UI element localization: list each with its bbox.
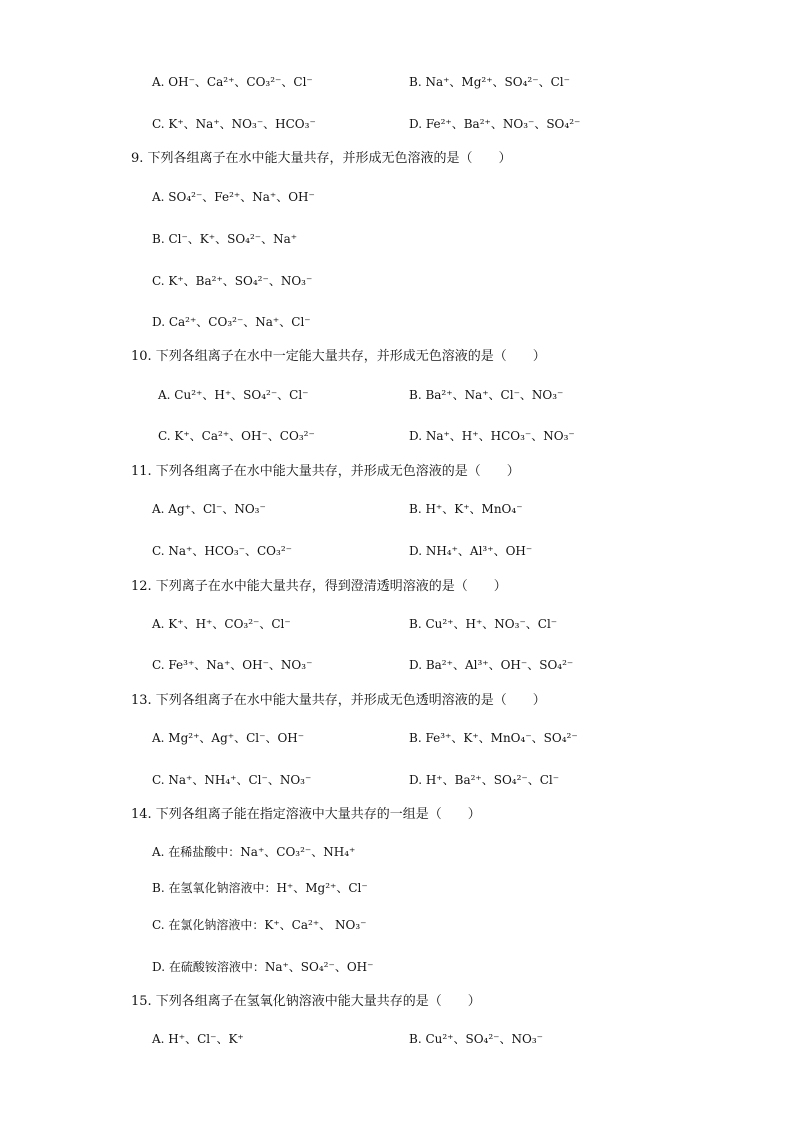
question-9-stem: 9. 下列各组离子在水中能大量共存，并形成无色溶液的是（ ） [131, 151, 512, 166]
option-a-q8: A. OH⁻、Ca²⁺、CO₃²⁻、Cl⁻ [152, 75, 313, 89]
q13-option-c: C. Na⁺、NH₄⁺、Cl⁻、NO₃⁻ [152, 773, 312, 787]
q9-option-a: A. SO₄²⁻、Fe²⁺、Na⁺、OH⁻ [152, 190, 315, 204]
q9-option-d: D. Ca²⁺、CO₃²⁻、Na⁺、Cl⁻ [152, 315, 311, 329]
q11-option-b: B. H⁺、K⁺、MnO₄⁻ [409, 502, 523, 516]
q12-option-b: B. Cu²⁺、H⁺、NO₃⁻、Cl⁻ [409, 617, 558, 631]
q10-option-c: C. K⁺、Ca²⁺、OH⁻、CO₃²⁻ [158, 429, 315, 443]
q11-option-d: D. NH₄⁺、Al³⁺、OH⁻ [409, 544, 533, 558]
q10-option-b: B. Ba²⁺、Na⁺、Cl⁻、NO₃⁻ [409, 388, 564, 402]
q14-option-a: A. 在稀盐酸中：Na⁺、CO₃²⁻、NH₄⁺ [152, 845, 356, 859]
option-b-q8: B. Na⁺、Mg²⁺、SO₄²⁻、Cl⁻ [409, 75, 570, 89]
option-d-q8: D. Fe²⁺、Ba²⁺、NO₃⁻、SO₄²⁻ [409, 117, 581, 131]
q11-option-a: A. Ag⁺、Cl⁻、NO₃⁻ [152, 502, 266, 516]
q12-option-d: D. Ba²⁺、Al³⁺、OH⁻、SO₄²⁻ [409, 658, 574, 672]
option-c-q8: C. K⁺、Na⁺、NO₃⁻、HCO₃⁻ [152, 117, 316, 131]
q15-option-a: A. H⁺、Cl⁻、K⁺ [152, 1032, 244, 1046]
question-15-stem: 15. 下列各组离子在氢氧化钠溶液中能大量共存的是（ ） [131, 994, 481, 1009]
q13-option-d: D. H⁺、Ba²⁺、SO₄²⁻、Cl⁻ [409, 773, 560, 787]
q9-option-b: B. Cl⁻、K⁺、SO₄²⁻、Na⁺ [152, 232, 298, 246]
q12-option-a: A. K⁺、H⁺、CO₃²⁻、Cl⁻ [152, 617, 291, 631]
q10-option-a: A. Cu²⁺、H⁺、SO₄²⁻、Cl⁻ [158, 388, 309, 402]
q11-option-c: C. Na⁺、HCO₃⁻、CO₃²⁻ [152, 544, 292, 558]
q13-option-a: A. Mg²⁺、Ag⁺、Cl⁻、OH⁻ [152, 731, 305, 745]
question-10-stem: 10. 下列各组离子在水中一定能大量共存，并形成无色溶液的是（ ） [131, 349, 546, 364]
q14-option-c: C. 在氯化钠溶液中：K⁺、Ca²⁺、 NO₃⁻ [152, 918, 367, 932]
q14-option-d: D. 在硫酸铵溶液中：Na⁺、SO₄²⁻、OH⁻ [152, 960, 374, 974]
question-11-stem: 11. 下列各组离子在水中能大量共存，并形成无色溶液的是（ ） [131, 464, 520, 479]
q12-option-c: C. Fe³⁺、Na⁺、OH⁻、NO₃⁻ [152, 658, 313, 672]
q13-option-b: B. Fe³⁺、K⁺、MnO₄⁻、SO₄²⁻ [409, 731, 578, 745]
q14-option-b: B. 在氢氧化钠溶液中：H⁺、Mg²⁺、Cl⁻ [152, 881, 368, 895]
q10-option-d: D. Na⁺、H⁺、HCO₃⁻、NO₃⁻ [409, 429, 575, 443]
question-13-stem: 13. 下列各组离子在水中能大量共存，并形成无色透明溶液的是（ ） [131, 693, 546, 708]
question-14-stem: 14. 下列各组离子能在指定溶液中大量共存的一组是（ ） [131, 807, 481, 822]
q9-option-c: C. K⁺、Ba²⁺、SO₄²⁻、NO₃⁻ [152, 274, 313, 288]
q15-option-b: B. Cu²⁺、SO₄²⁻、NO₃⁻ [409, 1032, 543, 1046]
question-12-stem: 12. 下列离子在水中能大量共存，得到澄清透明溶液的是（ ） [131, 579, 507, 594]
